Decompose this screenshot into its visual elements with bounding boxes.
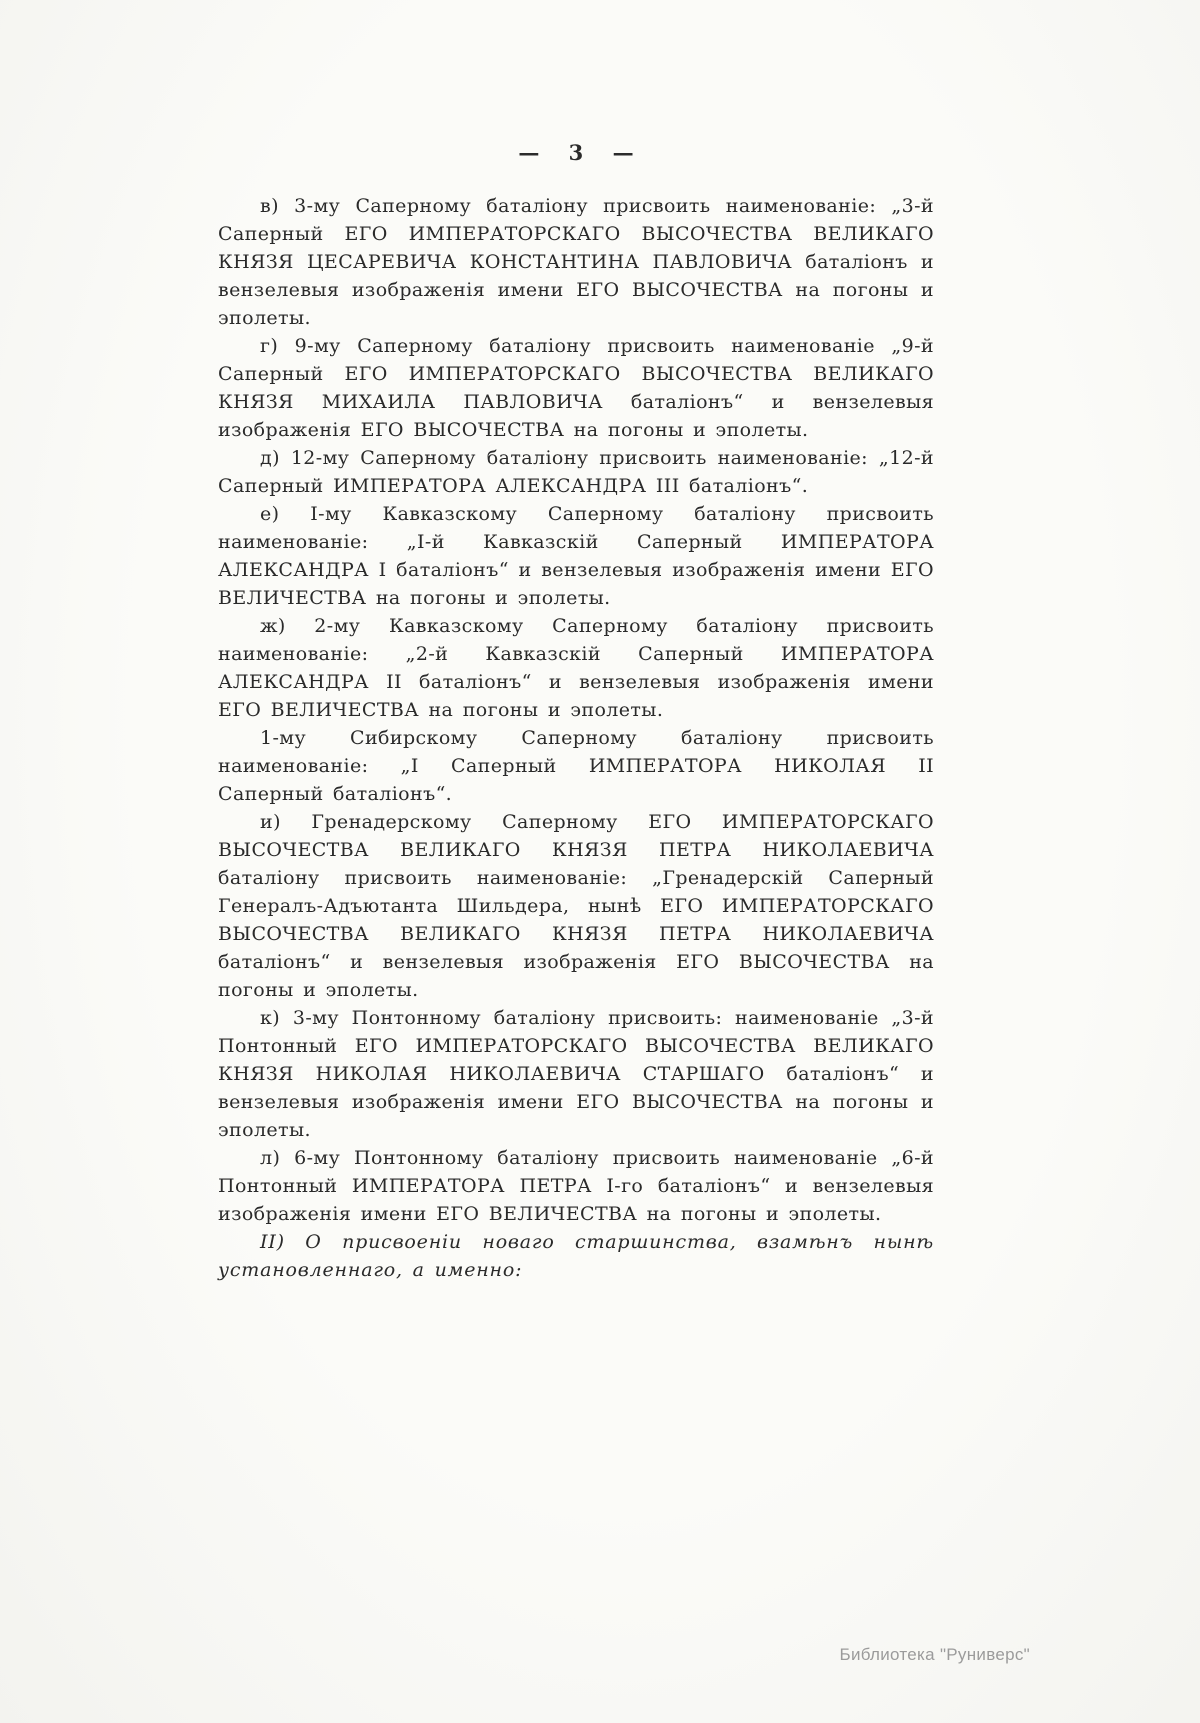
paragraph-d: д) 12-му Саперному баталіону присвоить наименованіе: „12-й Саперный ИМПЕРАТОРА АЛЕКСАНДРА III баталіонъ“. bbox=[218, 447, 934, 497]
paragraph-siberian: 1-му Сибирскому Саперному баталіону присвоить наименованіе: „I Саперный ИМПЕРАТОРА НИКОЛАЯ II Саперный баталіонъ“. bbox=[218, 727, 934, 805]
section-ii-heading: II) О присвоеніи новаго старшинства, взамѣнъ нынѣ установленнаго, а именно: bbox=[218, 1231, 934, 1281]
page-text-block bbox=[218, 192, 934, 1284]
paragraph-l: л) 6-му Понтонному баталіону присвоить наименованіе „6-й Понтонный ИМПЕРАТОРА ПЕТРА I-го баталіонъ“ и вензелевыя изображенія имени ЕГО ВЕЛИЧЕСТВА на погоны и эполеты. bbox=[218, 1147, 934, 1225]
paragraph-zh: ж) 2-му Кавказскому Саперному баталіону присвоить наименованіе: „2-й Кавказскій Саперный ИМПЕРАТОРА АЛЕКСАНДРА II баталіонъ“ и вензелевыя изображенія имени ЕГО ВЕЛИЧЕСТВА на погоны и эполеты. bbox=[218, 615, 934, 721]
page-number: — 3 — bbox=[518, 140, 634, 165]
library-watermark: Библиотека "Руниверс" bbox=[839, 1645, 1030, 1664]
paragraph-e: е) I-му Кавказскому Саперному баталіону присвоить наименованіе: „I-й Кавказскій Саперный ИМПЕРАТОРА АЛЕКСАНДРА I баталіонъ“ и вензелевыя изображенія имени ЕГО ВЕЛИЧЕСТВА на погоны и эполеты. bbox=[218, 503, 934, 609]
paragraph-g: г) 9-му Саперному баталіону присвоить наименованіе „9-й Саперный ЕГО ИМПЕРАТОРСКАГО ВЫСОЧЕСТВА ВЕЛИКАГО КНЯЗЯ МИХАИЛА ПАВЛОВИЧА баталіонъ“ и вензелевыя изображенія ЕГО ВЫСОЧЕСТВА на погоны и эполеты. bbox=[218, 335, 934, 441]
paragraph-i: и) Гренадерскому Саперному ЕГО ИМПЕРАТОРСКАГО ВЫСОЧЕСТВА ВЕЛИКАГО КНЯЗЯ ПЕТРА НИКОЛАЕВИЧА баталіону присвоить наименованіе: „Гренадерскій Саперный Генералъ-Адъютанта Шильдера, нынѣ ЕГО ИМПЕРАТОРСКАГО ВЫСОЧЕСТВА ВЕЛИКАГО КНЯЗЯ ПЕТРА НИКОЛАЕВИЧА баталіонъ“ и вензелевыя изображенія ЕГО ВЫСОЧЕСТВА на погоны и эполеты. bbox=[218, 811, 934, 1001]
paragraph-k: к) 3-му Понтонному баталіону присвоить: наименованіе „3-й Понтонный ЕГО ИМПЕРАТОРСКАГО ВЫСОЧЕСТВА ВЕЛИКАГО КНЯЗЯ НИКОЛАЯ НИКОЛАЕВИЧА СТАРШАГО баталіонъ“ и вензелевыя изображенія имени ЕГО ВЫСОЧЕСТВА на погоны и эполеты. bbox=[218, 1007, 934, 1141]
paragraph-v: в) 3-му Саперному баталіону присвоить наименованіе: „3-й Саперный ЕГО ИМПЕРАТОРСКАГО ВЫСОЧЕСТВА ВЕЛИКАГО КНЯЗЯ ЦЕСАРЕВИЧА КОНСТАНТИНА ПАВЛОВИЧА баталіонъ и вензелевыя изображенія имени ЕГО ВЫСОЧЕСТВА на погоны и эполеты. bbox=[218, 195, 934, 329]
